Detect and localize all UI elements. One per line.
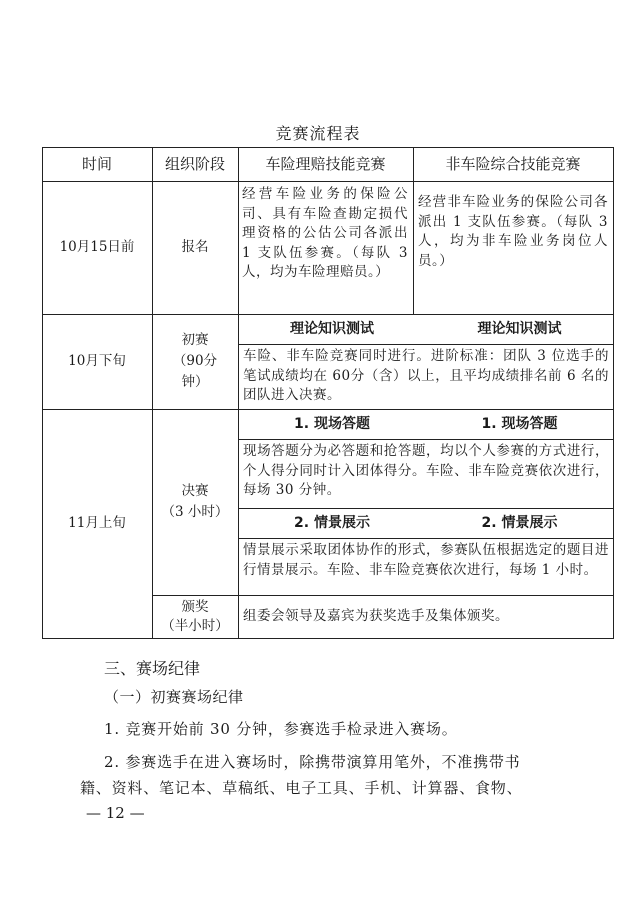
award-stage (152, 595, 238, 638)
header-stage: 组织阶段 (164, 154, 225, 173)
part2-auto-title: 2. 情景展示 (294, 514, 370, 531)
section-heading: 三、赛场纪律 (104, 659, 201, 678)
page-number: — 12 — (86, 804, 145, 822)
prelim-auto-title: 理论知识测试 (290, 320, 374, 337)
part2-desc: 情景展示采取团体协作的形式，参赛队伍根据选定的题目进行情景展示。车险、非车险竞赛依次进行，每场 1 小时。 (243, 542, 609, 578)
col-divider-stage (238, 147, 239, 639)
part2-nonauto-title: 2. 情景展示 (481, 514, 558, 531)
prelim-desc: 车险、非车险竞赛同时进行。进阶标准：团队 3 位选手的笔试成绩均在 60分（含）以上，且平均成绩排名前 6 名的团队进入决赛。 (243, 348, 609, 403)
final-stage-line1: 决赛 (181, 483, 209, 499)
header-auto-competition: 车险理赔技能竞赛 (265, 154, 386, 173)
table-title: 竞赛流程表 (275, 124, 361, 143)
prelim-nonauto-title: 理论知识测试 (477, 320, 562, 337)
final-stage (152, 409, 238, 595)
signup-stage: 报名 (181, 239, 209, 255)
prelim-stage (152, 314, 238, 409)
table-border-right (613, 147, 614, 639)
part1-nonauto-title: 1. 现场答题 (481, 415, 558, 432)
final-time: 11月上旬 (68, 515, 126, 531)
section-subheading: （一）初赛赛场纪律 (104, 688, 244, 706)
rule-item-2-line2: 籍、资料、笔记本、草稿纸、电子工具、手机、计算器、食物、 (80, 779, 523, 797)
signup-time: 10月15日前 (59, 239, 135, 255)
signup-nonauto-desc: 经营非车险业务的保险公司各派出 1 支队伍参赛。（每队 3 人，均为非车险业务岗位人员。） (418, 194, 608, 269)
prelim-stage-line1: 初赛 (181, 332, 209, 348)
prelim-title-divider (238, 344, 614, 345)
table-border-bottom (42, 638, 614, 639)
prelim-stage-line2: （90分 (172, 353, 218, 369)
competition-schedule-table (42, 147, 614, 639)
part1-desc: 现场答题分为必答题和抢答题，均以个人参赛的方式进行，个人得分同时计入团体得分。车险、非车险竞赛依次进行，每场 30 分钟。 (243, 443, 609, 498)
part1-title-divider (238, 439, 614, 440)
rule-item-2-line1: 2. 参赛选手在进入赛场时，除携带演算用笔外，不准携带书 (104, 753, 521, 771)
part1-auto-title: 1. 现场答题 (294, 415, 370, 432)
final-stage-line2: （3 小时） (161, 504, 229, 520)
signup-auto-desc: 经营车险业务的保险公司、具有车险查勘定损代理资格的公估公司各派出 1 支队伍参赛。（每队 3 人，均为车险理赔员。） (242, 186, 408, 280)
award-stage-line1: 颁奖 (181, 598, 209, 615)
part2-title-divider (238, 538, 614, 539)
rule-item-1: 1. 竞赛开始前 30 分钟，参赛选手检录进入赛场。 (104, 720, 458, 738)
prelim-time: 10月下旬 (68, 353, 126, 369)
award-stage-line2: （半小时） (161, 617, 229, 634)
award-desc: 组委会领导及嘉宾为获奖选手及集体颁奖。 (243, 608, 509, 624)
prelim-stage-line3: 钟） (181, 374, 209, 390)
header-time: 时间 (81, 154, 112, 173)
header-nonauto-competition: 非车险综合技能竞赛 (445, 154, 581, 173)
